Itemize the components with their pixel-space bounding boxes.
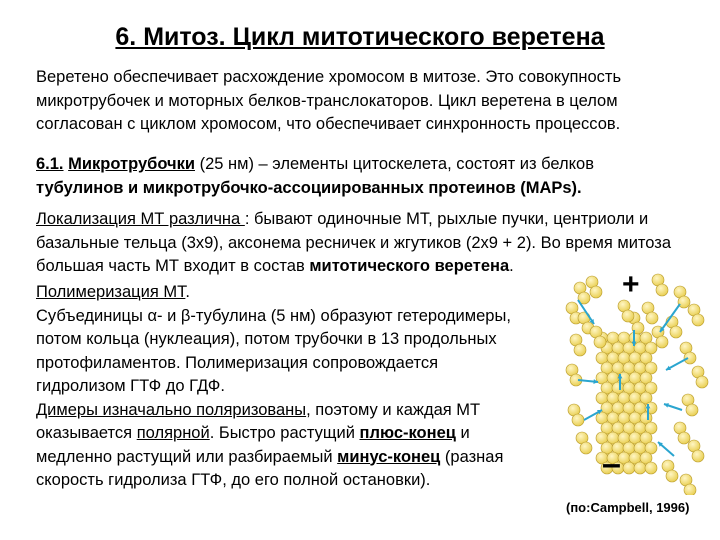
tubulin-subunit [670,326,682,338]
tubulin-subunit [623,462,635,474]
polymerization-line: , поэтому и каждая МТ [306,400,481,419]
tubulin-subunit [678,432,690,444]
section-heading: Микротрубочки [68,155,195,173]
microtubules-section [36,153,706,200]
tubulin-subunits [566,274,708,495]
minus-end-term: минус-конец [337,447,441,466]
polymerization-heading-end: . [185,283,190,301]
tubulin-subunit [594,336,606,348]
tubulin-subunit [692,314,704,326]
plus-end-label: + [622,270,640,301]
polymerization-line: скорость гидролиза ГТФ, до его полной остановки). [36,471,431,489]
tubulin-subunit [622,310,634,322]
polymerization-line: медленно растущий или разбираемый [36,447,338,466]
plus-end-term: плюс-конец [359,424,456,442]
polymerization-line: оказывается [36,424,137,442]
polymerization-line: . Быстро растущий [209,424,360,442]
dimers-polarized: Димеры изначально поляризованы [36,400,307,419]
minus-end-label: – [602,445,621,483]
tubulin-subunit [656,336,668,348]
tubulin-subunit [666,470,678,482]
tubulin-subunit [686,404,698,416]
polymerization-heading: Полимеризация МТ [36,283,186,301]
tubulin-subunit [590,286,602,298]
polymerization-line: потом кольца (нуклеация), потом трубочки в 13 продольных [36,330,497,348]
localization-paragraph [36,208,711,279]
intro-paragraph: Веретено обеспечивает расхождение хромосом в митозе. Это совокупность микротрубочек и моторных белков-транслокаторов. Цикл веретена в целом согласован с циклом хромосом, что обеспечивает синхронность процессов. [36,68,622,133]
tubulin-subunit [645,462,657,474]
tubulin-subunit [634,462,646,474]
localization-label: Локализация МТ различна [36,210,245,228]
tubulin-subunit [678,296,690,308]
localization-end: . [509,257,514,275]
polymerization-line: Субъединицы α- и β-тубулина (5 нм) образуют гетеродимеры, [36,306,511,325]
polymerization-line: гидролизом ГТФ до ГДФ. [36,377,225,395]
polymerization-line: протофиламентов. Полимеризация сопровождается [36,353,439,372]
tubulin-subunit [684,484,696,495]
tubulin-subunit [574,344,586,356]
tubulin-subunit [580,442,592,454]
polymerization-line: (разная [440,447,504,466]
tubulin-subunit [684,352,696,364]
section-number: 6.1. [36,155,64,173]
localization-text: : бывают одиночные МТ, рыхлые пучки, центриоли и базальные тельца (3х9), аксонема ресничек и жгутиков (2х9 + 2). Во время митоза большая часть МТ входит в состав [36,210,672,275]
localization-bold: митотического веретена [309,257,510,275]
tubulin-subunit [572,414,584,426]
tubulin-subunit [656,284,668,296]
tubulin-subunit [692,450,704,462]
figure-caption: (по:Campbell, 1996) [566,500,690,515]
section-rest: тубулинов и микротрубочко-ассоциированных протеинов (MAPs). [36,178,582,197]
polymerization-line: и [455,424,470,442]
tubulin-subunit [696,376,708,388]
microtubule-figure [562,270,712,495]
section-size: (25 нм) – элементы цитоскелета, состоят из белков [194,155,594,173]
tubulin-subunit [646,312,658,324]
polymerization-paragraph [36,281,576,493]
page-title: 6. Митоз. Цикл митотического веретена [115,23,605,51]
polar-term: полярной [136,424,210,442]
